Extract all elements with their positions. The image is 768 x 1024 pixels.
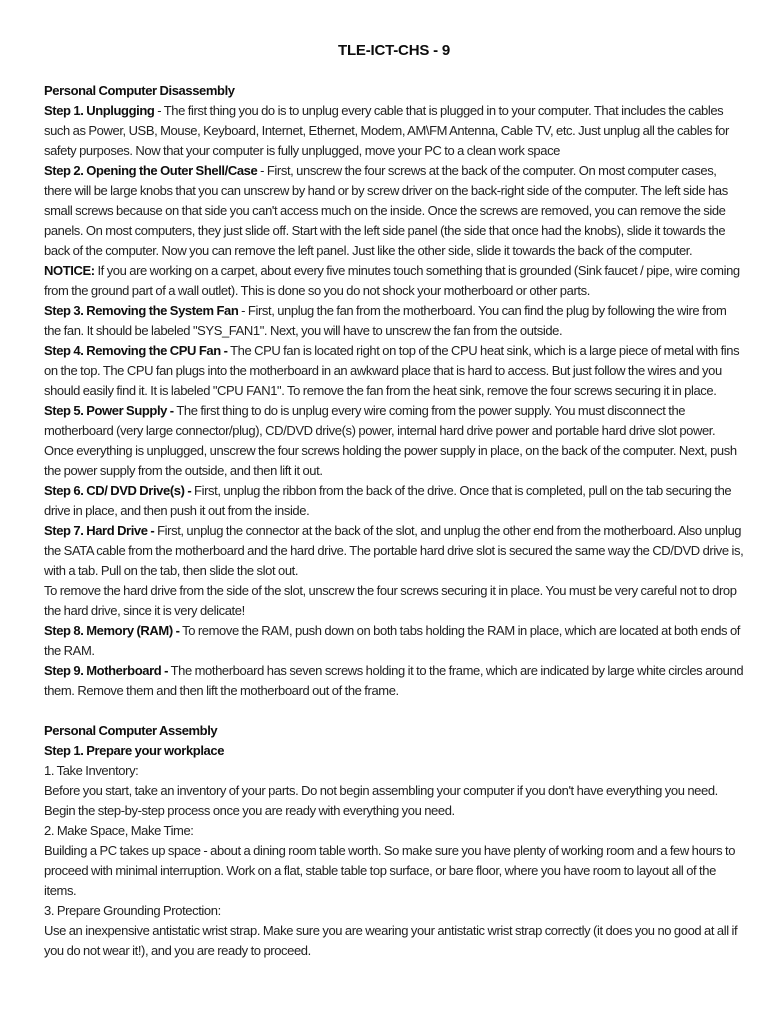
step-3-label: Step 3. Removing the System Fan [44,303,239,318]
assembly-item-2-label: 2. Make Space, Make Time: [44,823,194,838]
assembly-item-3-text: Use an inexpensive antistatic wrist strap. Make sure you are wearing your antistatic wrist strap correctly (it does you no good at all if you do not wear it!), and you are ready to proceed. [44,923,738,958]
step-5-label: Step 5. Power Supply - [44,403,174,418]
step-8-text: To remove the RAM, push down on both tabs holding the RAM in place, which are located at both ends of the RAM. [44,623,740,658]
paragraph-step-4 [44,341,744,401]
paragraph-step-3 [44,301,744,341]
assembly-step-1-heading: Step 1. Prepare your workplace [44,743,225,758]
assembly-item-1-text: Before you start, take an inventory of your parts. Do not begin assembling your computer if you don't have everything you need. Begin the step-by-step process once you are ready with everything you need. [44,783,718,818]
paragraph-step-2 [44,161,744,261]
step-7-label: Step 7. Hard Drive - [44,523,155,538]
document-body [44,81,744,961]
paragraph-step-1 [44,101,744,161]
step-1-text: - The first thing you do is to unplug every cable that is plugged in to your computer. That includes the cables such as Power, USB, Mouse, Keyboard, Internet, Ethernet, Modem, AM\FM Antenna, Cable TV, etc. Just unplug all the cables for safety purposes. Now that your computer is fully unplugged, move your PC to a clean work space [44,103,729,158]
step-4-text: The CPU fan is located right on top of the CPU heat sink, which is a large piece of metal with fins on the top. The CPU fan plugs into the motherboard in an awkward place that is hard to access. But just follow the wires and you should easily find it. It is labeled "CPU FAN1". To remove the fan from the heat sink, remove the four screws securing it in place. [44,343,740,398]
notice-text: If you are working on a carpet, about every five minutes touch something that is grounded (Sink faucet / pipe, wire coming from the ground part of a wall outlet). This is done so you do not shock your motherboard or other parts. [44,263,740,298]
paragraph-step-7-continued [44,581,744,621]
section-heading-disassembly: Personal Computer Disassembly [44,83,235,98]
assembly-item-1-label: 1. Take Inventory: [44,763,139,778]
step-2-label: Step 2. Opening the Outer Shell/Case [44,163,258,178]
assembly-item-3-label: 3. Prepare Grounding Protection: [44,903,221,918]
step-9-text: The motherboard has seven screws holding it to the frame, which are indicated by large white circles around them. Remove them and then lift the motherboard out of the frame. [44,663,744,698]
page-title: TLE-ICT-CHS - 9 [338,42,450,59]
section-divider-space [44,701,744,721]
paragraph-step-8 [44,621,744,661]
paragraph-step-6 [44,481,744,521]
paragraph-notice [44,261,744,301]
assembly-item-2-text: Building a PC takes up space - about a dining room table worth. So make sure you have plenty of working room and a few hours to proceed with minimal interruption. Work on a flat, stable table top surface, or bare floor, where you have room to layout all of the items. [44,843,736,898]
step-8-label: Step 8. Memory (RAM) - [44,623,180,638]
paragraph-step-9 [44,661,744,701]
paragraph-step-5 [44,401,744,481]
step-3-text: - First, unplug the fan from the motherboard. You can find the plug by following the wire from the fan. It should be labeled "SYS_FAN1". Next, you will have to unscrew the fan from the outside. [44,303,727,338]
step-2-text: - First, unscrew the four screws at the back of the computer. On most computer cases, there will be large knobs that you can unscrew by hand or by screw driver on the back-right side of the computer. The left side has small screws because on that side you can't access much on the inside. Once the screws are removed, you can remove the side panels. On most computers, they just slide off. Start with the left side panel (the side that once had the knobs), slide it towards the back of the computer. Now you can remove the left panel. Just like the other side, slide it towards the back of the computer. [44,163,728,258]
step-4-label: Step 4. Removing the CPU Fan - [44,343,228,358]
step-9-label: Step 9. Motherboard - [44,663,169,678]
paragraph-step-7 [44,521,744,581]
step-6-text: First, unplug the ribbon from the back of the drive. Once that is completed, pull on the tab securing the drive in place, and then push it out from the inside. [44,483,732,518]
section-heading-assembly: Personal Computer Assembly [44,723,218,738]
step-1-label: Step 1. Unplugging [44,103,155,118]
step-5-text: The first thing to do is unplug every wire coming from the power supply. You must disconnect the motherboard (very large connector/plug), CD/DVD drive(s) power, internal hard drive power and portable hard drive slot power. Once everything is unplugged, unscrew the four screws holding the power supply in place, on the back of the computer. Next, push the power supply from the outside, and then lift it out. [44,403,737,478]
step-6-label: Step 6. CD/ DVD Drive(s) - [44,483,192,498]
notice-label: NOTICE: [44,263,95,278]
step-7b-text: To remove the hard drive from the side of the slot, unscrew the four screws securing it in place. You must be very careful not to drop the hard drive, since it is very delicate! [44,583,737,618]
step-7-text: First, unplug the connector at the back of the slot, and unplug the other end from the motherboard. Also unplug the SATA cable from the motherboard and the hard drive. The portable hard drive slot is secured the same way the CD/DVD drive is, with a tab. Pull on the tab, then slide the slot out. [44,523,744,578]
